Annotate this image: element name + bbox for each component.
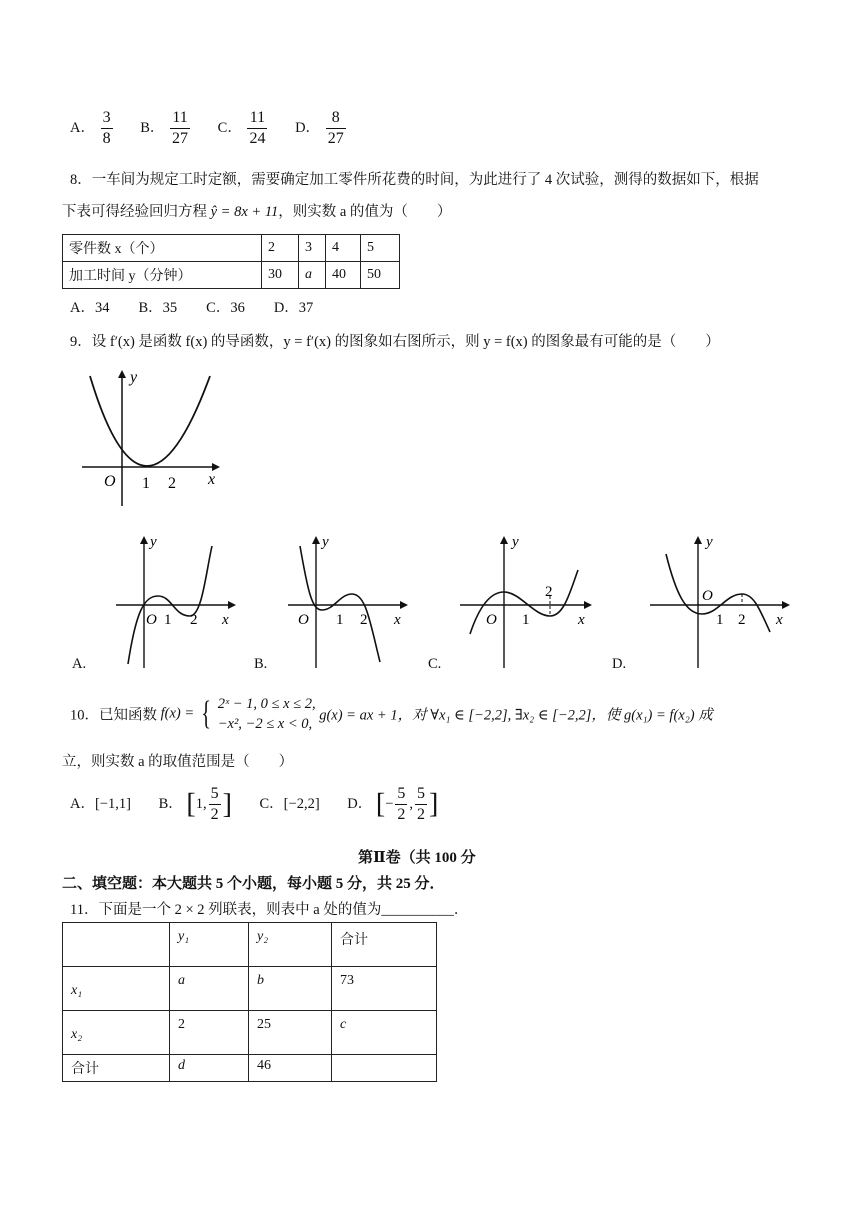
fraction: $\frac{3}{8}$ [102, 109, 111, 147]
table-cell: 46 [249, 1055, 332, 1082]
q8-data-table [62, 234, 400, 289]
table-cell: 73 [332, 967, 437, 1011]
parabola-curve [90, 376, 210, 466]
table-row [63, 262, 400, 289]
y-arrow-icon [500, 536, 508, 544]
fraction: $\frac{8}{27}$ [327, 109, 344, 147]
table-row [63, 923, 437, 967]
fraction: $\frac{5}{2}$ [397, 785, 406, 824]
bracket-left: [ [375, 788, 386, 820]
y-label: y [150, 534, 157, 550]
x-label: x [208, 471, 216, 488]
table-cell: 2 [170, 1011, 249, 1055]
x-label: x [776, 612, 783, 628]
q10-stem-line1: 10．已知函数 f(x) = { 2ˣ − 1, 0 ≤ x ≤ 2, −x², −2 ≤ x < 0, g(x) = ax + 1，对 ∀x₁ ∈ [−2,2], ∃x₂ ∈ [−2,2]，使 g(x₁) = f(x₂) 成 [70, 695, 713, 732]
table-cell: x₂ [63, 1011, 170, 1055]
regression-equation: ŷ = 8x + 11 [210, 204, 279, 220]
fraction: $\frac{11}{27}$ [172, 109, 189, 147]
q7-option-d: D． $\frac{8}{27}$ [295, 109, 344, 147]
y-label: y [130, 369, 138, 386]
fraction: $\frac{11}{24}$ [249, 109, 266, 147]
bracket-left: [ [186, 788, 196, 820]
table-cell: 50 [361, 262, 400, 289]
q9-stem: 9．设 f′(x) 是函数 f(x) 的导函数，y = f′(x) 的图象如右图所示，则 y = f(x) 的图象最有可能的是（ ） [70, 334, 720, 350]
y-label: y [706, 534, 713, 550]
q9-graph-a [110, 532, 240, 668]
fraction: $\frac{5}{2}$ [417, 785, 426, 824]
table-cell: 4 [326, 235, 361, 262]
q9-graph-b [282, 532, 412, 668]
table-cell: 3 [299, 235, 326, 262]
part-heading: 二、填空题：本大题共 5 个小题，每小题 5 分，共 25 分． [62, 876, 445, 892]
x-arrow-icon [212, 463, 220, 471]
table-cell: x₁ [63, 967, 170, 1011]
y-arrow-icon [140, 536, 148, 544]
section-title: 第Ⅱ卷（共 100 分 [358, 850, 476, 866]
x-arrow-icon [782, 601, 790, 609]
q9-option-label-b: B. [254, 656, 268, 672]
table-cell: 合计 [63, 1055, 170, 1082]
piecewise-brace: { [201, 695, 211, 732]
x-label: x [222, 612, 229, 628]
table-cell: a [170, 967, 249, 1011]
table-cell: d [170, 1055, 249, 1082]
derivative-graph [72, 366, 232, 510]
origin-label: O [104, 473, 116, 490]
tick-label: 2 [545, 584, 553, 600]
y-label: y [322, 534, 329, 550]
bracket-right: ] [222, 788, 232, 820]
y-arrow-icon [118, 370, 126, 378]
q9-option-label-d: D. [612, 656, 627, 672]
table-cell: b [249, 967, 332, 1011]
q8-options: A．34 B．35 C．36 D．37 [70, 300, 314, 316]
q10-stem-line2: 立，则实数 a 的取值范围是（ ） [62, 754, 294, 770]
table-row [63, 1055, 437, 1082]
table-cell [63, 923, 170, 967]
q9-option-label-a: A. [72, 656, 87, 672]
q10-options: A．[−1,1] B． [1, $\frac{5}{2}$ ] C．[−2,2] D． [− $\frac{5}{2}$ , $\frac{5}{2}$ ] [70, 785, 439, 824]
q7-option-a: A． $\frac{3}{8}$ [70, 109, 111, 147]
table-cell [332, 1055, 437, 1082]
contingency-table [62, 922, 437, 1082]
y-arrow-icon [312, 536, 320, 544]
table-cell: 合计 [332, 923, 437, 967]
q9-graph-c [456, 532, 596, 668]
tick-label: 1 [522, 612, 530, 628]
tick-label: 2 [190, 612, 198, 628]
q9-graph-d [646, 532, 796, 668]
table-cell: 40 [326, 262, 361, 289]
table-cell: 加工时间 y（分钟） [63, 262, 262, 289]
table-cell: y₁ [170, 923, 249, 967]
table-cell: a [299, 262, 326, 289]
origin-label: O [486, 612, 497, 628]
table-row [63, 1011, 437, 1055]
bracket-right: ] [429, 788, 439, 820]
table-cell: 2 [262, 235, 299, 262]
table-cell: 零件数 x（个） [63, 235, 262, 262]
q11-stem: 11．下面是一个 2 × 2 列联表，则表中 a 处的值为__________． [70, 902, 469, 918]
origin-label: O [146, 612, 157, 628]
fraction: $\frac{5}{2}$ [210, 785, 219, 824]
q7-option-b: B． $\frac{11}{27}$ [140, 109, 189, 147]
table-cell: y₂ [249, 923, 332, 967]
y-arrow-icon [694, 536, 702, 544]
y-label: y [512, 534, 519, 550]
q8-line2: 下表可得经验回归方程 ŷ = 8x + 11，则实数 a 的值为（ ） [62, 204, 452, 220]
origin-label: O [702, 588, 713, 604]
table-cell: 30 [262, 262, 299, 289]
origin-label: O [298, 612, 309, 628]
q8-line1: 8．一车间为规定工时定额，需要确定加工零件所花费的时间，为此进行了 4 次试验，测得的数据如下，根据 [70, 172, 759, 188]
table-row [63, 235, 400, 262]
table-row [63, 967, 437, 1011]
tick-label: 1 [142, 475, 150, 492]
piecewise-cases: 2ˣ − 1, 0 ≤ x ≤ 2, −x², −2 ≤ x < 0, [217, 696, 316, 732]
table-cell: c [332, 1011, 437, 1055]
q9-option-label-c: C. [428, 656, 442, 672]
x-label: x [578, 612, 585, 628]
q7-options [70, 108, 370, 149]
tick-label: 2 [360, 612, 368, 628]
tick-label: 2 [168, 475, 176, 492]
tick-label: 1 [164, 612, 172, 628]
x-label: x [394, 612, 401, 628]
table-cell: 25 [249, 1011, 332, 1055]
table-cell: 5 [361, 235, 400, 262]
tick-label: 1 [716, 612, 724, 628]
x-arrow-icon [400, 601, 408, 609]
x-arrow-icon [584, 601, 592, 609]
tick-label: 2 [738, 612, 746, 628]
curve [300, 546, 380, 662]
x-arrow-icon [228, 601, 236, 609]
tick-label: 1 [336, 612, 344, 628]
q7-option-c: C． $\frac{11}{24}$ [217, 109, 266, 147]
